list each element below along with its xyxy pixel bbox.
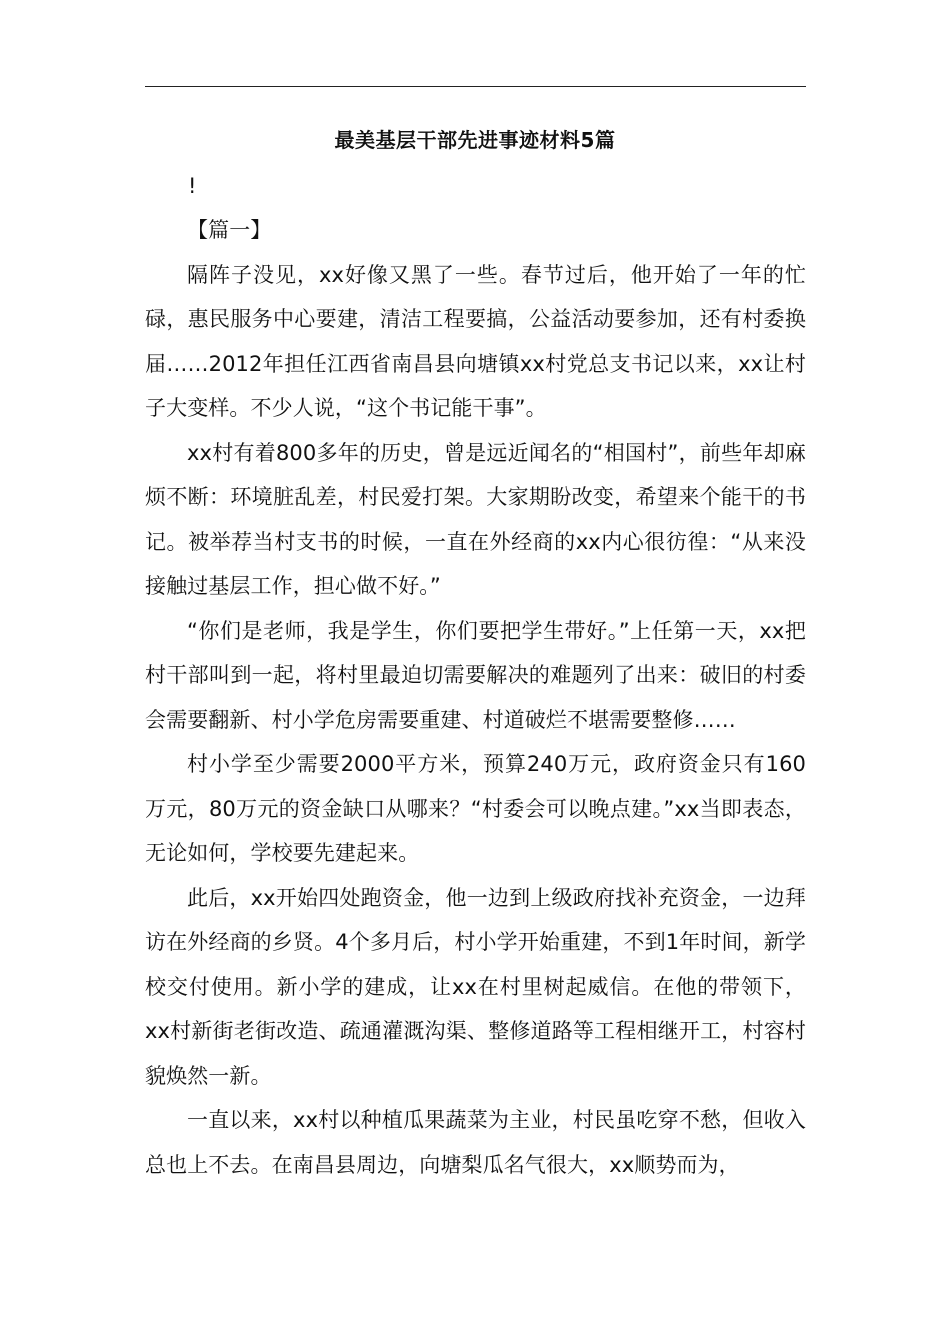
paragraph-5: 此后，xx开始四处跑资金，他一边到上级政府找补充资金，一边拜访在外经商的乡贤。4个多月后，村小学开始重建，不到1年时间，新学校交付使用。新小学的建成，让xx在村里树起威信。在他的带领下，xx村新街老街改造、疏通灌溉沟渠、整修道路等工程相继开工，村容村貌焕然一新。 [145, 885, 806, 1088]
paragraph-3: “你们是老师，我是学生，你们要把学生带好。”上任第一天，xx把村干部叫到一起，将村里最迫切需要解决的难题列了出来：破旧的村委会需要翻新、村小学危房需要重建、村道破烂不堪需要整修…… [145, 618, 806, 732]
header-rule [145, 86, 806, 87]
stray-mark: ! [188, 174, 197, 198]
paragraph-6: 一直以来，xx村以种植瓜果蔬菜为主业，村民虽吃穿不愁，但收入总也上不去。在南昌县周边，向塘梨瓜名气很大，xx顺势而为， [145, 1108, 806, 1177]
paragraph-1: 隔阵子没见，xx好像又黑了一些。春节过后，他开始了一年的忙碌，惠民服务中心要建，清洁工程要搞，公益活动要参加，还有村委换届……2012年担任江西省南昌县向塘镇xx村党总支书记以来，xx让村子大变样。不少人说，“这个书记能干事”。 [145, 262, 806, 420]
paragraph-4: 村小学至少需要2000平方米，预算240万元，政府资金只有160万元，80万元的资金缺口从哪来？“村委会可以晚点建。”xx当即表态，无论如何，学校要先建起来。 [145, 752, 806, 865]
document-title: 最美基层干部先进事迹材料5篇 [334, 128, 616, 152]
paragraph-2: xx村有着800多年的历史，曾是远近闻名的“相国村”，前些年却麻烦不断：环境脏乱差，村民爱打架。大家期盼改变，希望来个能干的书记。被举荐当村支书的时候，一直在外经商的xx内心很彷徨：“从来没接触过基层工作，担心做不好。” [145, 440, 806, 598]
section-heading: 【篇一】 [187, 218, 272, 242]
document-body [145, 208, 806, 1187]
